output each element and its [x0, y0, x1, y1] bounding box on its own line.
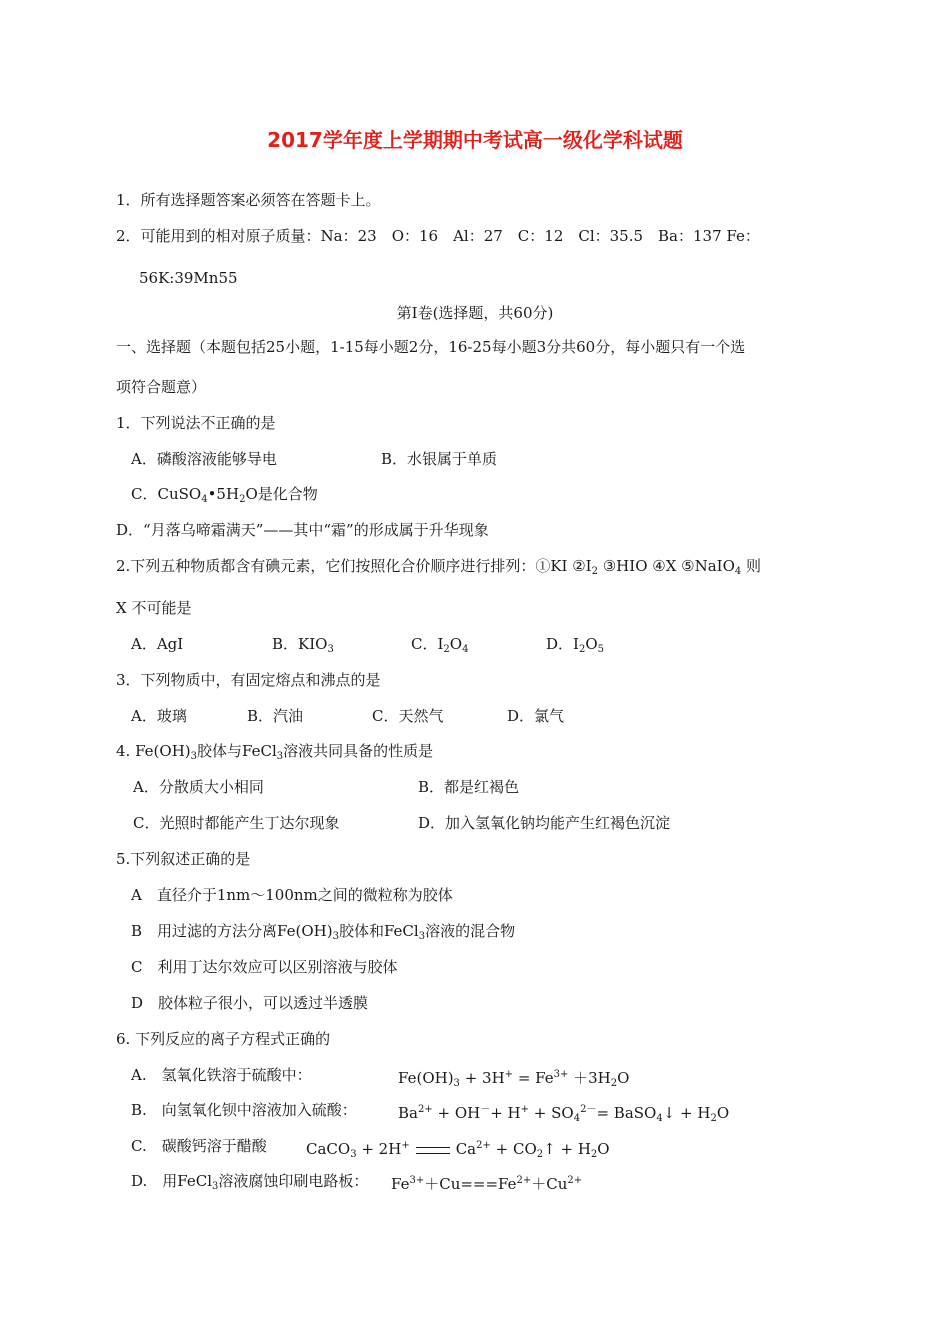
q6-option-d — [131, 1171, 931, 1193]
q5-option-a: A 直径介于1nm～100nm之间的微粒称为胶体 — [131, 886, 453, 904]
q6-option-c-equation: CaCO$_3$ + 2H+ $Ca^{2+}$ + $CO_2↑ + H_2O$ — [306, 1140, 610, 1160]
q6-option-b-equation: $Ba^{2+} + OH^-+ H^+ + SO_4^{2-}=$ BaSO$_4$↓ + $H_2O$ — [398, 1104, 730, 1124]
q6-option-c — [131, 1136, 931, 1158]
instructions-line-2: 项符合题意） — [116, 378, 207, 396]
q6-option-a-label: A. 氢氧化铁溶于硫酸中： — [131, 1066, 312, 1084]
q6-option-b-label: B. 向氢氧化钡中溶液加入硫酸： — [131, 1101, 357, 1119]
q6-option-d-equation: $Fe^{3+}+Cu===Fe^{2+}+Cu^{2+}$ — [391, 1175, 583, 1193]
q4-option-a: A．分散质大小相同 — [133, 778, 264, 796]
q1-option-d: D．“月落乌啼霜满天”——其中“霜”的形成属于升华现象 — [116, 521, 489, 539]
q5-option-c: C 利用丁达尔效应可以区别溶液与胶体 — [131, 958, 398, 976]
note-2-continued: 56K:39Mn55 — [139, 269, 238, 287]
q2-option-a: A．AgI — [131, 635, 184, 653]
q1-option-b: B．水银属于单质 — [381, 450, 498, 468]
q2-stem: 2.下列五种物质都含有碘元素，它们按照化合价顺序进行排列：①KI $②I_2$ ③HIO ④X ⑤NaIO$_4$ 则 — [116, 557, 762, 577]
q3-stem: 3．下列物质中，有固定熔点和沸点的是 — [116, 671, 381, 689]
q5-stem: 5.下列叙述正确的是 — [116, 850, 251, 868]
q2-option-d: D．$I_2O_5$ — [546, 635, 605, 655]
q3-option-d: D．氯气 — [507, 707, 565, 725]
q6-option-c-label: C. 碳酸钙溶于醋酸 — [131, 1137, 267, 1155]
q6-option-a-equation: $Fe(OH)_3 + 3H^+ = Fe^{3+} +3H_2O$ — [398, 1069, 630, 1089]
q2-option-c: C．$I_2O_4$ — [411, 635, 469, 655]
q6-option-b — [131, 1100, 931, 1122]
q1-option-a: A．磷酸溶液能够导电 — [131, 450, 277, 468]
q1-stem: 1．下列说法不正确的是 — [116, 414, 276, 432]
q3-option-c: C．天然气 — [372, 707, 444, 725]
q6-option-a — [131, 1065, 931, 1087]
q4-option-d: D．加入氢氧化钠均能产生红褐色沉淀 — [418, 814, 671, 832]
q4-option-c: C．光照时都能产生丁达尔现象 — [133, 814, 340, 832]
q3-option-a: A．玻璃 — [131, 707, 187, 725]
q3-option-b: B．汽油 — [247, 707, 304, 725]
q6-option-d-label: D. 用FeCl$_3$溶液腐蚀印刷电路板： — [131, 1172, 369, 1192]
q5-option-d: D 胶体粒子很小，可以透过半透膜 — [131, 994, 369, 1012]
section-header: 第Ⅰ卷(选择题，共60分) — [396, 304, 554, 322]
q1-option-c: C．$CuSO_4•5H_2O$是化合物 — [131, 485, 318, 505]
note-1: 1．所有选择题答案必须答在答题卡上。 — [116, 191, 381, 209]
q2-option-b: B．$KIO_3$ — [272, 635, 334, 655]
q2-stem-continued: X 不可能是 — [116, 599, 192, 617]
q5-option-b: B 用过滤的方法分离$Fe(OH)_3$胶体和FeCl$_3$溶液的混合物 — [131, 922, 516, 942]
page-title: 2017学年度上学期期中考试高一级化学科试题 — [267, 128, 683, 152]
q4-option-b: B．都是红褐色 — [418, 778, 520, 796]
q6-stem: 6. 下列反应的离子方程式正确的 — [116, 1030, 331, 1048]
equals-double-line — [416, 1147, 450, 1154]
note-2: 2．可能用到的相对原子质量：Na：23 O：16 Al：27 C：12 Cl：35.5 Ba：137 Fe： — [116, 227, 760, 245]
instructions-line-1: 一、选择题（本题包括25小题，1-15每小题2分，16-25每小题3分共60分，每小题只有一个选 — [116, 338, 746, 356]
q4-stem: 4. $Fe(OH)_3$胶体与FeCl$_3$溶液共同具备的性质是 — [116, 742, 434, 762]
